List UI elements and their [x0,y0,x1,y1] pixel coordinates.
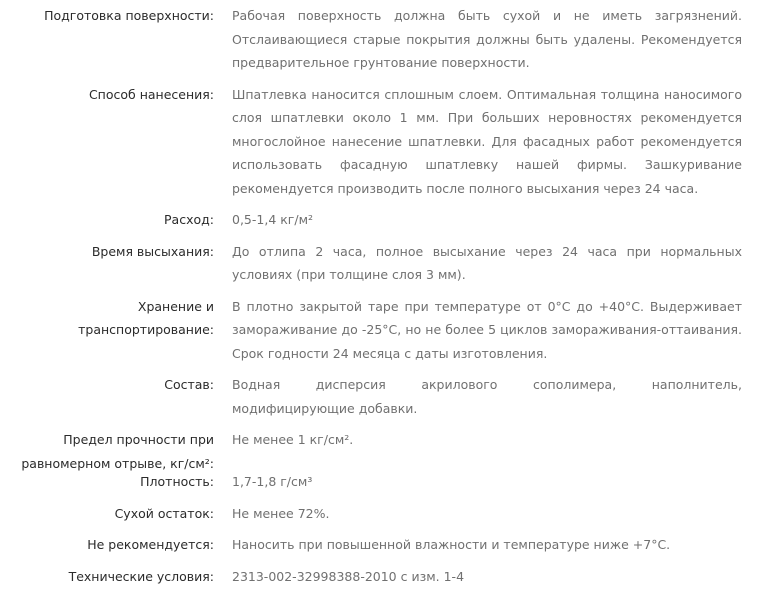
spec-value: Не менее 72%. [232,505,330,521]
spec-value: 0,5-1,4 кг/м² [232,212,314,227]
spec-label: Хранение и транспортирование: [78,298,214,337]
spec-label: Состав: [164,377,214,392]
spec-value: Не менее 1 кг/см². [232,432,354,447]
spec-label: Способ нанесения: [88,86,214,102]
spec-row-technical-conditions [0,565,766,589]
spec-label: Время высыхания: [91,243,214,259]
spec-label: Расход: [164,212,214,227]
spec-row-composition [0,373,766,420]
spec-value: Наносить при повышенной влажности и температуре ниже +7°С. [232,537,671,552]
spec-label: Предел прочности при равномерном отрыве, кг/см²: [21,432,214,471]
spec-row-surface-preparation [0,4,766,75]
spec-value: Рабочая поверхность должна быть сухой и не иметь загрязнений. Отслаивающиеся старые покрытия должны быть удалены. Рекомендуется предварительное грунтование поверхности. [232,8,742,70]
spec-row-tensile-strength [0,428,766,475]
spec-value: 2313-002-32998388-2010 с изм. 1-4 [232,568,465,584]
spec-value: Водная дисперсия акрилового сополимера, наполнитель, модифицирующие добавки. [232,377,742,416]
spec-row-consumption [0,208,766,232]
spec-row-application-method [0,83,766,201]
spec-label: Сухой остаток: [114,505,214,521]
spec-value: До отлипа 2 часа, полное высыхание через 24 часа при нормальных условиях (при толщине слоя 3 мм). [232,243,742,282]
spec-value: 1,7-1,8 г/см³ [232,474,313,489]
spec-value: Шпатлевка наносится сплошным слоем. Оптимальная толщина наносимого слоя шпатлевки около 1 мм. При больших неровностях рекомендуется многослойное нанесение шпатлевки. Для фасадных работ рекомендуется использовать фасадную шпатлевку нашей фирмы. Зашкуривание рекомендуется производить после полного высыхания через 24 часа. [232,86,742,196]
spec-label: Не рекомендуется: [87,537,214,552]
spec-label: Плотность: [140,474,214,489]
spec-row-dry-residue [0,502,766,526]
spec-row-density [0,470,766,494]
spec-label: Подготовка поверхности: [44,8,214,23]
spec-label: Технические условия: [68,568,214,584]
specifications-table [0,4,766,596]
spec-row-not-recommended [0,533,766,557]
spec-row-storage-transport [0,295,766,366]
spec-row-drying-time [0,240,766,287]
spec-value: В плотно закрытой таре при температуре от 0°С до +40°С. Выдерживает замораживание до -25°С, но не более 5 циклов замораживания-оттаивания. Срок годности 24 месяца с даты изготовления. [232,298,742,361]
